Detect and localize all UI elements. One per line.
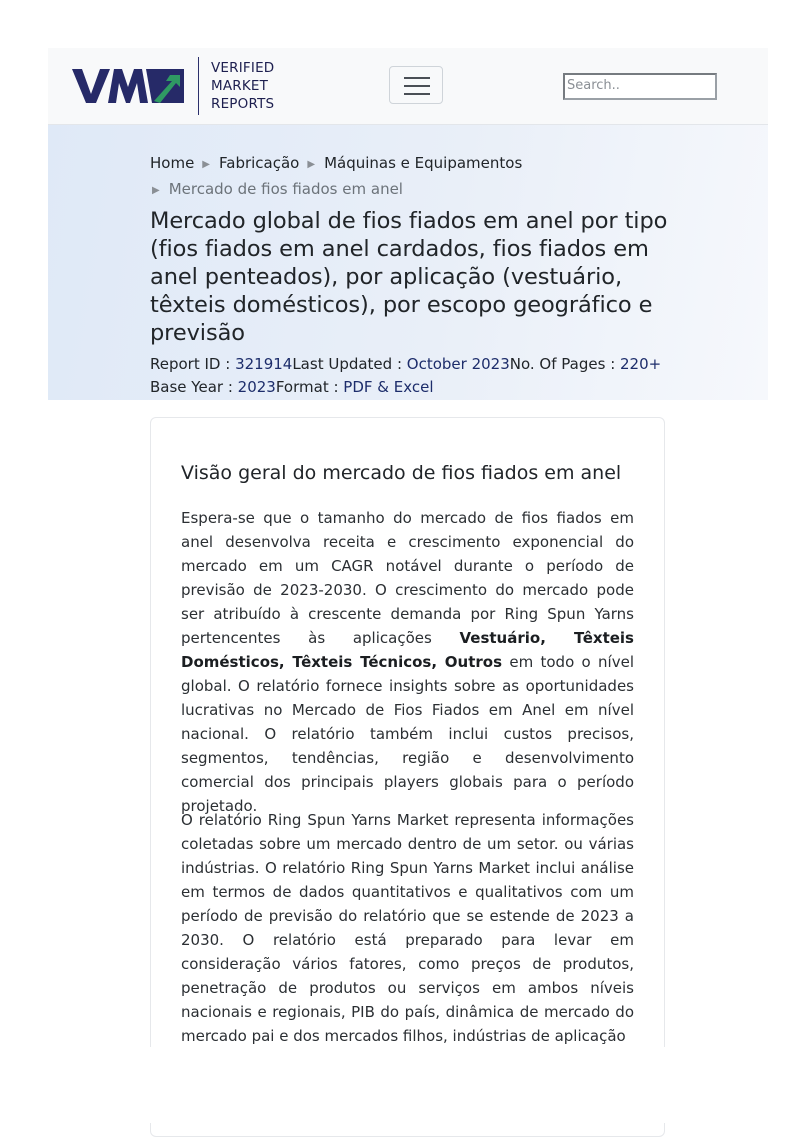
logo-separator	[198, 57, 199, 115]
breadcrumb	[150, 151, 670, 203]
overview-heading: Visão geral do mercado de fios fiados em anel	[181, 462, 622, 484]
overview-p1-text: Espera-se que o tamanho do mercado de fios fiados em anel desenvolva receita e crescimento exponencial do mercado em um CAGR notável durante o período de previsão de 2023-2030. O crescimento do mercado pode ser atribuído à crescente demanda por Ring Spun Yarns pertencentes às aplicações	[181, 509, 634, 647]
overview-p1-text-end: em todo o nível global. O relatório fornece insights sobre as oportunidades lucrativas no Mercado de Fios Fiados em Anel em nível nacional. O relatório também inclui custos precisos, segmentos, tendências, região e desenvolvimento comercial dos principais players globais para o período projetado.	[181, 653, 634, 815]
format-label: Format :	[275, 378, 344, 396]
base-year-label: Base Year :	[150, 378, 238, 396]
overview-card	[150, 417, 665, 1137]
search-input[interactable]: Search..	[563, 73, 717, 100]
breadcrumb-fabricacao[interactable]: Fabricação	[219, 154, 300, 172]
logo-line-3: REPORTS	[211, 96, 275, 112]
breadcrumb-home[interactable]: Home	[150, 154, 195, 172]
base-year-value: 2023	[237, 378, 276, 396]
site-header	[48, 48, 768, 125]
last-updated-value: October 2023	[406, 355, 510, 373]
chevron-right-icon: ▶	[202, 159, 210, 170]
last-updated-label: Last Updated :	[292, 355, 407, 373]
page-bottom-margin	[0, 1047, 793, 1123]
logo-line-2: MARKET	[211, 78, 269, 94]
overview-paragraph-2: O relatório Ring Spun Yarns Market representa informações coletadas sobre um mercado dentro de um setor. ou várias indústrias. O relatório Ring Spun Yarns Market inclui análise em termos de dados quantitativos e qualitativos com um período de previsão do relatório que se estende de 2023 a 2030. O relatório está preparado para levar em consideração vários fatores, como preços de produtos, penetração de produtos ou serviços em ambos níveis nacionais e regionais, PIB do país, dinâmica de mercado do mercado pai e dos mercados filhos, indústrias de aplicação	[181, 811, 634, 1045]
overview-p1-applications: Vestuário, Têxteis Domésticos, Têxteis Técnicos, Outros	[181, 629, 634, 671]
breadcrumb-maquinas[interactable]: Máquinas e Equipamentos	[324, 154, 523, 172]
chevron-right-icon: ▶	[152, 185, 160, 196]
report-hero	[48, 125, 768, 400]
pages-value: 220+	[620, 355, 662, 373]
logo-wordmark	[211, 59, 274, 113]
overview-paragraph-1	[181, 506, 634, 818]
report-meta	[150, 353, 690, 399]
vmr-logo[interactable]	[72, 56, 274, 116]
vmr-logo-icon	[72, 67, 184, 105]
page-title: Mercado global de fios fiados em anel por tipo (fios fiados em anel cardados, fios fiados em anel penteados), por aplicação (vestuário, têxteis domésticos), por escopo geográfico e previsão	[150, 208, 668, 346]
logo-line-1: VERIFIED	[211, 60, 275, 76]
hamburger-menu-button[interactable]	[389, 66, 443, 104]
chevron-right-icon: ▶	[307, 159, 316, 170]
breadcrumb-current: Mercado de fios fiados em anel	[168, 180, 403, 198]
report-id-value: 321914	[235, 355, 293, 373]
menu-icon-bar	[404, 93, 430, 95]
pages-label: No. Of Pages :	[509, 355, 621, 373]
menu-icon-bar	[404, 77, 430, 79]
format-value: PDF & Excel	[343, 378, 434, 396]
report-id-label: Report ID :	[150, 355, 236, 373]
menu-icon-bar	[404, 85, 430, 87]
